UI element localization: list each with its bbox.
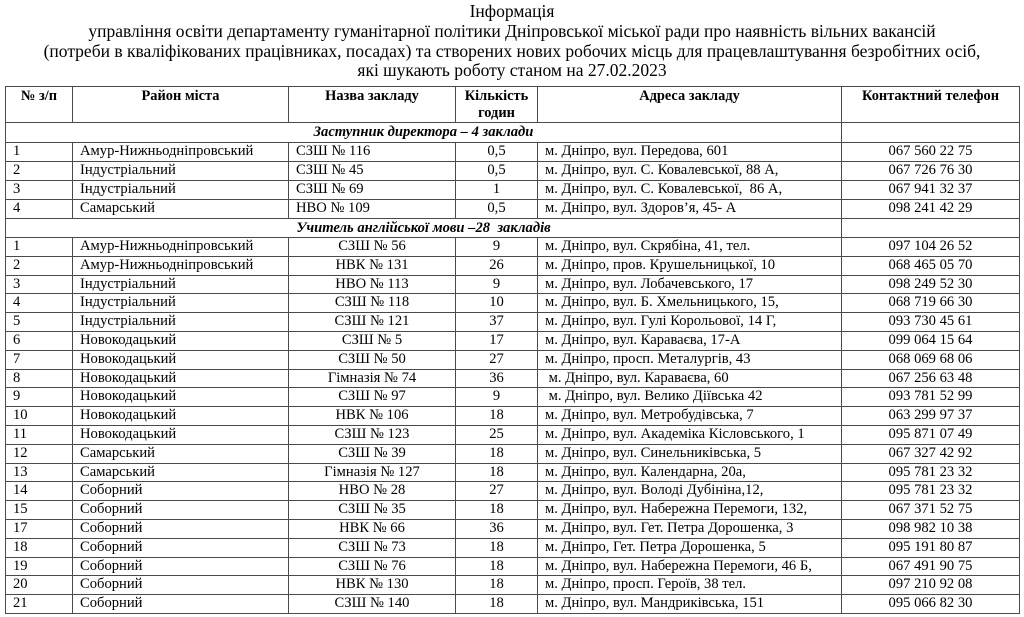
cell-school: СЗШ № 5 <box>289 331 456 350</box>
cell-school: СЗШ № 97 <box>289 388 456 407</box>
cell-district: Соборний <box>73 595 289 614</box>
cell-hours: 36 <box>456 519 538 538</box>
cell-phone: 098 982 10 38 <box>842 519 1020 538</box>
section-title: Учитель англійської мови –28 закладів <box>6 219 842 238</box>
cell-address: м. Дніпро, вул. Академіка Кісловського, 1 <box>538 425 842 444</box>
cell-address: м. Дніпро, Гет. Петра Дорошенка, 5 <box>538 538 842 557</box>
cell-num: 12 <box>6 444 73 463</box>
cell-address: м. Дніпро, вул. Караваєва, 17-А <box>538 331 842 350</box>
cell-num: 9 <box>6 388 73 407</box>
cell-hours: 27 <box>456 350 538 369</box>
cell-district: Амур-Нижньодніпровський <box>73 256 289 275</box>
cell-school: СЗШ № 118 <box>289 294 456 313</box>
cell-phone: 095 066 82 30 <box>842 595 1020 614</box>
cell-district: Індустріальний <box>73 294 289 313</box>
cell-num: 14 <box>6 482 73 501</box>
table-row <box>6 576 1020 595</box>
section-empty-cell <box>842 123 1020 143</box>
cell-hours: 9 <box>456 238 538 257</box>
cell-address: м. Дніпро, просп. Металургів, 43 <box>538 350 842 369</box>
cell-address: м. Дніпро, вул. Караваєва, 60 <box>538 369 842 388</box>
hours-header-line2: годин <box>478 105 515 121</box>
cell-phone: 097 104 26 52 <box>842 238 1020 257</box>
section-header-row <box>6 123 1020 143</box>
table-row <box>6 313 1020 332</box>
cell-hours: 18 <box>456 463 538 482</box>
cell-school: НВО № 109 <box>289 200 456 219</box>
cell-phone: 068 069 68 06 <box>842 350 1020 369</box>
cell-num: 5 <box>6 313 73 332</box>
cell-address: м. Дніпро, вул. Лобачевського, 17 <box>538 275 842 294</box>
cell-district: Соборний <box>73 482 289 501</box>
cell-district: Соборний <box>73 501 289 520</box>
cell-num: 11 <box>6 425 73 444</box>
cell-phone: 098 241 42 29 <box>842 200 1020 219</box>
document-title <box>0 0 1024 81</box>
table-row <box>6 519 1020 538</box>
cell-phone: 068 465 05 70 <box>842 256 1020 275</box>
table-row <box>6 238 1020 257</box>
cell-district: Самарський <box>73 463 289 482</box>
cell-phone: 068 719 66 30 <box>842 294 1020 313</box>
cell-school: СЗШ № 116 <box>289 143 456 162</box>
cell-hours: 27 <box>456 482 538 501</box>
cell-hours: 0,5 <box>456 143 538 162</box>
cell-address: м. Дніпро, вул. С. Ковалевської, 86 А, <box>538 181 842 200</box>
cell-num: 18 <box>6 538 73 557</box>
cell-phone: 067 941 32 37 <box>842 181 1020 200</box>
cell-district: Індустріальний <box>73 162 289 181</box>
cell-phone: 063 299 97 37 <box>842 407 1020 426</box>
table-header-row <box>6 87 1020 123</box>
cell-num: 13 <box>6 463 73 482</box>
cell-district: Новокодацький <box>73 425 289 444</box>
table-row <box>6 425 1020 444</box>
table-row <box>6 294 1020 313</box>
cell-school: НВО № 113 <box>289 275 456 294</box>
column-header-district: Район міста <box>73 87 289 123</box>
section-title: Заступник директора – 4 заклади <box>6 123 842 143</box>
cell-district: Індустріальний <box>73 313 289 332</box>
cell-address: м. Дніпро, пров. Крушельницької, 10 <box>538 256 842 275</box>
cell-school: СЗШ № 123 <box>289 425 456 444</box>
cell-phone: 067 491 90 75 <box>842 557 1020 576</box>
cell-address: м. Дніпро, вул. Здоров’я, 45- А <box>538 200 842 219</box>
cell-school: СЗШ № 76 <box>289 557 456 576</box>
cell-hours: 18 <box>456 444 538 463</box>
cell-hours: 9 <box>456 275 538 294</box>
cell-address: м. Дніпро, вул. Синельниківська, 5 <box>538 444 842 463</box>
cell-district: Індустріальний <box>73 275 289 294</box>
section-header-row <box>6 219 1020 238</box>
cell-address: м. Дніпро, вул. Набережна Перемоги, 132, <box>538 501 842 520</box>
cell-district: Соборний <box>73 576 289 595</box>
table-row <box>6 482 1020 501</box>
cell-district: Новокодацький <box>73 350 289 369</box>
cell-phone: 093 730 45 61 <box>842 313 1020 332</box>
cell-num: 6 <box>6 331 73 350</box>
cell-address: м. Дніпро, вул. Календарна, 20а, <box>538 463 842 482</box>
cell-hours: 17 <box>456 331 538 350</box>
cell-num: 3 <box>6 181 73 200</box>
cell-school: НВО № 28 <box>289 482 456 501</box>
table-row <box>6 463 1020 482</box>
cell-num: 2 <box>6 162 73 181</box>
cell-hours: 18 <box>456 538 538 557</box>
cell-district: Амур-Нижньодніпровський <box>73 143 289 162</box>
cell-hours: 18 <box>456 557 538 576</box>
cell-district: Новокодацький <box>73 407 289 426</box>
cell-address: м. Дніпро, вул. Б. Хмельницького, 15, <box>538 294 842 313</box>
cell-school: СЗШ № 140 <box>289 595 456 614</box>
cell-school: НВК № 130 <box>289 576 456 595</box>
cell-phone: 067 726 76 30 <box>842 162 1020 181</box>
hours-header-line1: Кількість <box>464 88 529 104</box>
cell-address: м. Дніпро, вул. Набережна Перемоги, 46 Б, <box>538 557 842 576</box>
cell-address: м. Дніпро, просп. Героїв, 38 тел. <box>538 576 842 595</box>
cell-school: СЗШ № 121 <box>289 313 456 332</box>
cell-hours: 0,5 <box>456 200 538 219</box>
cell-address: м. Дніпро, вул. Скрябіна, 41, тел. <box>538 238 842 257</box>
table-row <box>6 350 1020 369</box>
cell-hours: 37 <box>456 313 538 332</box>
cell-hours: 0,5 <box>456 162 538 181</box>
table-row <box>6 369 1020 388</box>
cell-address: м. Дніпро, вул. Гет. Петра Дорошенка, 3 <box>538 519 842 538</box>
table-row <box>6 595 1020 614</box>
column-header-school: Назва закладу <box>289 87 456 123</box>
cell-num: 2 <box>6 256 73 275</box>
cell-num: 15 <box>6 501 73 520</box>
cell-district: Новокодацький <box>73 388 289 407</box>
cell-num: 1 <box>6 238 73 257</box>
cell-school: СЗШ № 39 <box>289 444 456 463</box>
cell-num: 10 <box>6 407 73 426</box>
cell-address: м. Дніпро, вул. Мандриківська, 151 <box>538 595 842 614</box>
cell-district: Самарський <box>73 200 289 219</box>
cell-school: НВК № 131 <box>289 256 456 275</box>
cell-hours: 18 <box>456 576 538 595</box>
title-heading: Інформація <box>469 1 555 21</box>
cell-phone: 099 064 15 64 <box>842 331 1020 350</box>
cell-num: 7 <box>6 350 73 369</box>
cell-school: СЗШ № 50 <box>289 350 456 369</box>
cell-num: 4 <box>6 294 73 313</box>
cell-school: СЗШ № 35 <box>289 501 456 520</box>
cell-phone: 067 560 22 75 <box>842 143 1020 162</box>
table-row <box>6 557 1020 576</box>
cell-address: м. Дніпро, вул. Володі Дубініна,12, <box>538 482 842 501</box>
cell-hours: 18 <box>456 595 538 614</box>
cell-num: 1 <box>6 143 73 162</box>
cell-phone: 067 256 63 48 <box>842 369 1020 388</box>
column-header-phone: Контактний телефон <box>842 87 1020 123</box>
title-line: (потреби в кваліфікованих працівниках, посадах) та створених нових робочих місць для працевлаштування безробітних осіб, <box>43 40 981 61</box>
cell-district: Соборний <box>73 519 289 538</box>
cell-school: НВК № 106 <box>289 407 456 426</box>
cell-hours: 36 <box>456 369 538 388</box>
title-line: управління освіти департаменту гуманітарної політики Дніпровської міської ради про наявність вільних вакансій <box>88 20 936 41</box>
cell-phone: 067 371 52 75 <box>842 501 1020 520</box>
cell-school: Гімназія № 127 <box>289 463 456 482</box>
table-row <box>6 275 1020 294</box>
table-row <box>6 162 1020 181</box>
cell-school: НВК № 66 <box>289 519 456 538</box>
cell-address: м. Дніпро, вул. Передова, 601 <box>538 143 842 162</box>
table-row <box>6 538 1020 557</box>
cell-num: 17 <box>6 519 73 538</box>
cell-hours: 18 <box>456 407 538 426</box>
table-row <box>6 444 1020 463</box>
cell-school: СЗШ № 69 <box>289 181 456 200</box>
title-line: які шукають роботу станом на 27.02.2023 <box>357 60 667 81</box>
cell-phone: 095 781 23 32 <box>842 463 1020 482</box>
cell-phone: 098 249 52 30 <box>842 275 1020 294</box>
cell-district: Новокодацький <box>73 331 289 350</box>
cell-phone: 095 191 80 87 <box>842 538 1020 557</box>
cell-num: 20 <box>6 576 73 595</box>
cell-hours: 9 <box>456 388 538 407</box>
cell-num: 8 <box>6 369 73 388</box>
cell-hours: 10 <box>456 294 538 313</box>
cell-address: м. Дніпро, вул. Метробудівська, 7 <box>538 407 842 426</box>
cell-phone: 095 871 07 49 <box>842 425 1020 444</box>
cell-district: Самарський <box>73 444 289 463</box>
table-row <box>6 143 1020 162</box>
cell-num: 19 <box>6 557 73 576</box>
table-row <box>6 181 1020 200</box>
cell-address: м. Дніпро, вул. Велико Діївська 42 <box>538 388 842 407</box>
cell-district: Амур-Нижньодніпровський <box>73 238 289 257</box>
table-row <box>6 200 1020 219</box>
table-row <box>6 331 1020 350</box>
cell-hours: 1 <box>456 181 538 200</box>
table-row <box>6 407 1020 426</box>
cell-address: м. Дніпро, вул. С. Ковалевської, 88 А, <box>538 162 842 181</box>
cell-num: 3 <box>6 275 73 294</box>
cell-num: 4 <box>6 200 73 219</box>
table-row <box>6 388 1020 407</box>
cell-hours: 25 <box>456 425 538 444</box>
vacancies-table <box>5 86 1020 614</box>
cell-address: м. Дніпро, вул. Гулі Корольової, 14 Г, <box>538 313 842 332</box>
cell-school: Гімназія № 74 <box>289 369 456 388</box>
cell-phone: 097 210 92 08 <box>842 576 1020 595</box>
cell-school: СЗШ № 73 <box>289 538 456 557</box>
cell-phone: 095 781 23 32 <box>842 482 1020 501</box>
table-row <box>6 256 1020 275</box>
cell-district: Індустріальний <box>73 181 289 200</box>
column-header-address: Адреса закладу <box>538 87 842 123</box>
cell-district: Соборний <box>73 538 289 557</box>
cell-school: СЗШ № 45 <box>289 162 456 181</box>
cell-phone: 067 327 42 92 <box>842 444 1020 463</box>
cell-phone: 093 781 52 99 <box>842 388 1020 407</box>
cell-district: Соборний <box>73 557 289 576</box>
cell-num: 21 <box>6 595 73 614</box>
cell-hours: 18 <box>456 501 538 520</box>
column-header-number: № з/п <box>6 87 73 123</box>
section-empty-cell <box>842 219 1020 238</box>
column-header-hours <box>456 87 538 123</box>
cell-hours: 26 <box>456 256 538 275</box>
cell-school: СЗШ № 56 <box>289 238 456 257</box>
table-row <box>6 501 1020 520</box>
cell-district: Новокодацький <box>73 369 289 388</box>
